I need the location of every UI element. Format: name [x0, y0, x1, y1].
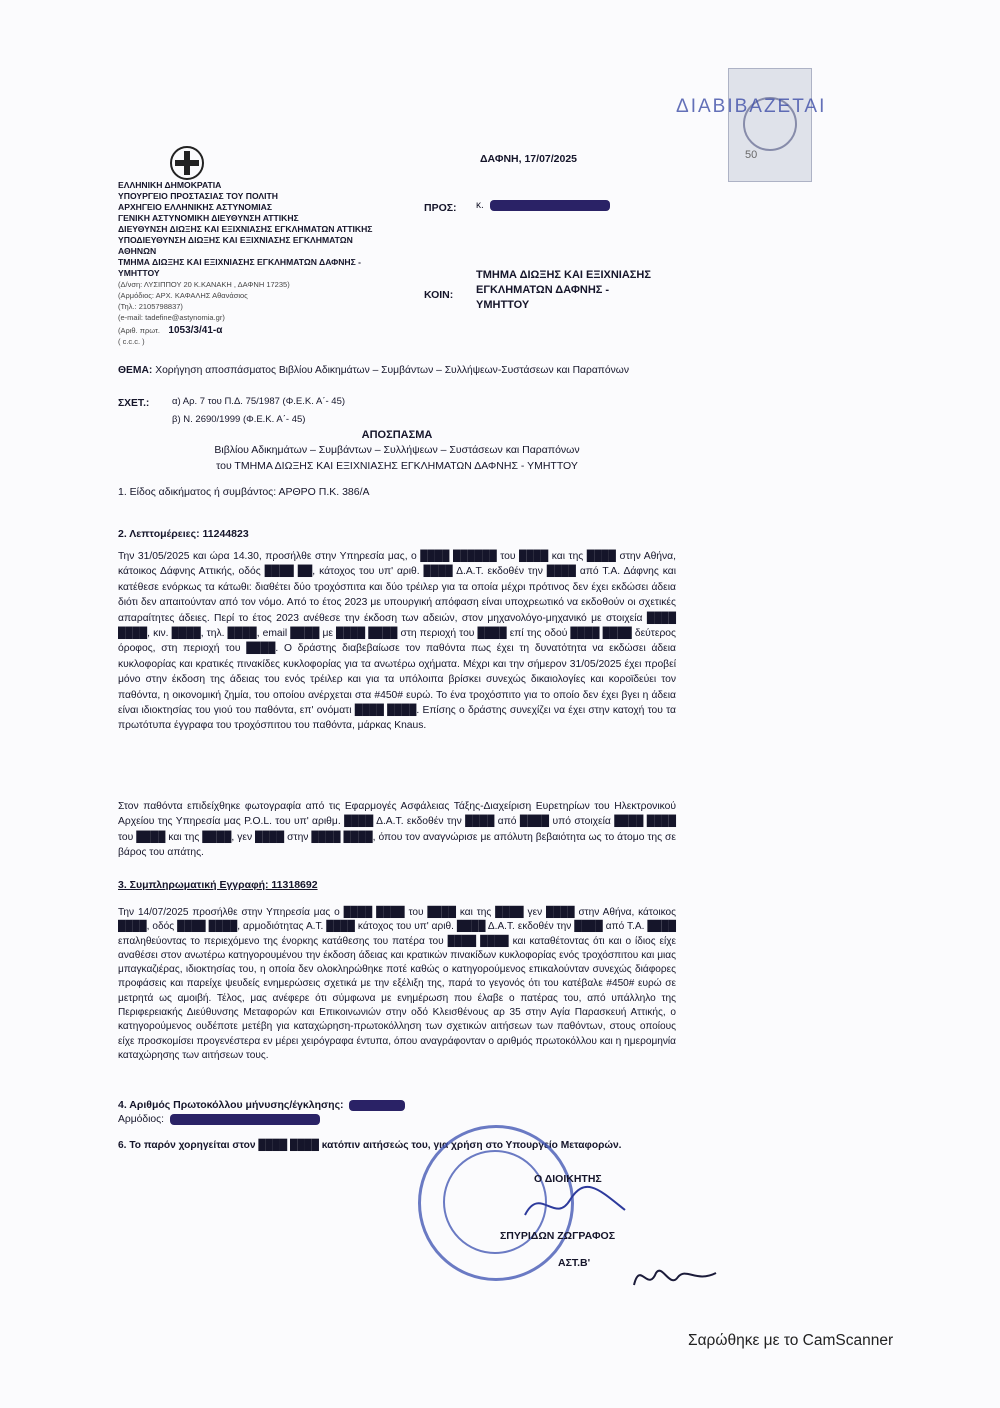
paragraph-3: Την 14/07/2025 προσήλθε στην Υπηρεσία μας ο ████ ████ του ████ και της ████ γεν ████ στην Αθήνα, κάτοικος ████, οδός ████ ████, αρμοδιότητας Α.Τ. ████ κάτοχος του υπ' αριθ. ████ Δ.Α.Τ. εκδοθέν την ████ από Τ.Α. ████ επαληθεύοντας το περιεχόμενο της ένορκης κατάθεσης του πατέρα του ████ ████ και καταθέτοντας ότι και ο ίδιος είχε αναθέσει στον ανωτέρω κατηγορουμένου την έκδοση άδειας και κρατικών πινακίδων κυκλοφορίας ενός τροχόσπιτου και μιας μπαγκαζιέρας, ιδιοκτησίας του, η οποία δεν ολοκληρώθηκε ποτέ καθώς ο κατηγορούμενος επικαλούνταν συνεχώς διάφορες προφάσεις και παρείχε ψευδείς ενημερώσεις σχετικά με την εξέλιξη της, παρά το γεγονός ότι του κατέβαλε #450# ευρώ σε μετρητά ως αμοιβή. Τέλος, μας ανέφερε ότι σύμφωνα με ενημέρωση που έλαβε ο πατέρας του, από υπάλληλο της Περιφερειακής Διεύθυνσης Μεταφορών και Επικοινωνιών στην οδό Κλεισθένους αρ 35 στην Αγία Παρασκευή Αττικής, ο κατηγορούμενος ουδέποτε μετέβη για καταχώρηση-πρωτοκόλληση των σχετικών αιτήσεων των παθόντων, στους οποίους είχε προσκομίσει προγενέστερα εν μέρει χειρόγραφα έντυπα, όπου αναγράφονταν ο αριθμός πρωτοκόλλου και η ημερομηνία καταχώρησης των αιτήσεων τους.	[118, 907, 676, 1061]
header-line: ΥΜΗΤΤΟΥ	[118, 268, 160, 278]
section-6: 6. Το παρόν χορηγείται στον ████ ████ κατόπιν αιτήσεώς του, για χρήση στο Υπουργείο Μεταφορών.	[118, 1140, 622, 1151]
cc-line: ΕΓΚΛΗΜΑΤΩΝ ΔΑΦΝΗΣ -	[476, 284, 610, 296]
subject-text: Χορήγηση αποσπάσματος Βιβλίου Αδικημάτων – Συμβάντων – Συλλήψεων-Συστάσεων και Παραπόνων	[155, 365, 629, 376]
ref-label: ΣΧΕΤ.:	[118, 398, 150, 409]
document-title-sub2: του ΤΜΗΜΑ ΔΙΩΞΗΣ ΚΑΙ ΕΞΙΧΝΙΑΣΗΣ ΕΓΚΛΗΜΑΤΩΝ ΔΑΦΝΗΣ - ΥΜΗΤΤΟΥ	[216, 460, 578, 472]
subject-label: ΘΕΜΑ:	[118, 365, 153, 376]
signature-icon	[630, 1255, 720, 1295]
document-title-sub1: Βιβλίου Αδικημάτων – Συμβάντων – Συλλήψεων – Συστάσεων και Παραπόνων	[214, 444, 580, 456]
paragraph-2: Στον παθόντα επιδείχθηκε φωτογραφία από τις Εφαρμογές Ασφάλειας Τάξης-Διαχείριση Ευρετηρίων του Ηλεκτρονικού Αρχείου της Υπηρεσία μας P.O.L. του υπ' αριθμ. ████ Δ.Α.Τ. εκδοθέν την ████ από ████ υπό στοιχεία ████ ████ του ████ και της ████, γεν ████ στην ████ ████, όπου τον αναγνώρισε με απόλυτη βεβαιότητα ως το άτομο της σε βάρος του απάτης.	[118, 801, 676, 859]
signature-scribble-icon	[520, 1180, 630, 1230]
redaction-mark	[170, 1114, 320, 1125]
protocol-sub: ( c.c.c. )	[118, 337, 145, 346]
scanner-footer: Σαρώθηκε με το CamScanner	[688, 1332, 894, 1349]
section-1: 1. Είδος αδικήματος ή συμβάντος: ΑΡΘΡΟ Π.Κ. 386/Α	[118, 486, 370, 498]
section-4-label: 4. Αριθμός Πρωτοκόλλου μήνυσης/έγκλησης:	[118, 1099, 344, 1111]
redaction-mark	[490, 200, 610, 211]
fee-stamp-value: 50	[745, 149, 758, 161]
section-2-label: 2. Λεπτομέρειες: 11244823	[118, 528, 249, 540]
address-line: (e-mail: tadefine@astynomia.gr)	[118, 313, 225, 322]
ref-b: β) Ν. 2690/1999 (Φ.Ε.Κ. Α΄- 45)	[172, 414, 306, 425]
recipient-value	[476, 200, 613, 211]
header-line: ΔΙΕΥΘΥΝΣΗ ΔΙΩΞΗΣ ΚΑΙ ΕΞΙΧΝΙΑΣΗΣ ΕΓΚΛΗΜΑΤΩΝ ΑΤΤΙΚΗΣ	[118, 224, 373, 234]
paragraph-1: Την 31/05/2025 και ώρα 14.30, προσήλθε στην Υπηρεσία μας, ο ████ ██████ του ████ και της ████ στην Αθήνα, κάτοικος Δάφνης Αττικής, οδός ████ ██, κάτοχος του υπ' αριθ. ████ Δ.Α.Τ. εκδοθέν την ████ από Τ.Α. Δάφνης και κατέθεσε ενόρκως τα κάτωθι: διαθέτει δύο τροχόσπιτα και δύο τρέιλερ για τα οποία μέχρι πρότινος δεν έχει εκδώσει άδεια διότι δεν απαιτούνταν από τον νόμο. Από το έτος 2023 με υπουργική απόφαση είναι υποχρεωτικό να εκδοθούν οι σχετικές απαραίτητες άδειες. Περί το έτος 2023 ανέθεσε την έκδοση των αδειών, στον μηχανολόγο-μηχανικό με στοιχεία ████ ████, κιν. ████, τηλ. ████, email ████ με ████ ████ στη περιοχή του ████ επί της οδού ████ ████ δεύτερος όροφος, στη περιοχή του ████. Ο δράστης διαβεβαίωσε τον παθόντα πως έχει τη δυνατότητα να εκδώσει άδεια κυκλοφορίας και κρατικές πινακίδες κυκλοφορίας για τα ανωτέρω οχήματα. Μέχρι και την σήμερον 31/05/2025 έχει προβεί μόνο στην έκδοση της άδειας του ενός τρέιλερ και για τα υπόλοιπα βρίσκει συνεχώς δικαιολογίες και κοροϊδεύει τον παθόντα, η οικονομική ζημία, του οποίου ανέρχεται στα #450# ευρώ. Το ένα τροχόσπιτο για το οποίο δεν έχει βγει η άδεια είναι ιδιοκτησίας του γιού του παθόντα, επ' ονόματι ████ ████. Επίσης ο δράστης συνεχίζει να έχει στην κατοχή του τα πρωτότυπα έγγραφα του τροχόσπιτου του παθόντα, μάρκας Knaus.	[118, 551, 676, 732]
greek-emblem-icon	[166, 145, 208, 181]
header-line: ΥΠΟΔΙΕΥΘΥΝΣΗ ΔΙΩΞΗΣ ΚΑΙ ΕΞΙΧΝΙΑΣΗΣ ΕΓΚΛΗΜΑΤΩΝ	[118, 235, 353, 245]
header-line: ΑΡΧΗΓΕΙΟ ΕΛΛΗΝΙΚΗΣ ΑΣΤΥΝΟΜΙΑΣ	[118, 202, 273, 212]
header-line: ΥΠΟΥΡΓΕΙΟ ΠΡΟΣΤΑΣΙΑΣ ΤΟΥ ΠΟΛΙΤΗ	[118, 191, 278, 201]
cc-label: ΚΟΙΝ:	[424, 289, 454, 301]
responsible-label: Αρμόδιος:	[118, 1114, 164, 1126]
recipient-prefix: κ.	[476, 200, 484, 212]
address-line: (Αρμόδιος: ΑΡΧ. ΚΑΦΑΛΗΣ Αθανάσιος	[118, 291, 248, 300]
redaction-mark	[349, 1100, 405, 1111]
section-3-label: 3. Συμπληρωματική Εγγραφή: 11318692	[118, 879, 318, 891]
protocol-number: 1053/3/41-α	[168, 325, 223, 336]
document-title: ΑΠΟΣΠΑΣΜΑ	[361, 429, 433, 441]
protocol-label: (Αριθ. πρωτ.	[118, 326, 161, 335]
address-line: (Τηλ.: 2105798837)	[118, 302, 183, 311]
header-line: ΓΕΝΙΚΗ ΑΣΤΥΝΟΜΙΚΗ ΔΙΕΥΘΥΝΣΗ ΑΤΤΙΚΗΣ	[118, 213, 299, 223]
signatory-name: ΣΠΥΡΙΔΩΝ ΖΩΓΡΑΦΟΣ	[500, 1230, 616, 1242]
header-line: ΕΛΛΗΝΙΚΗ ΔΗΜΟΚΡΑΤΙΑ	[118, 180, 222, 190]
section-4-responsible	[118, 1114, 323, 1125]
fee-stamp	[728, 68, 812, 182]
recipient-label: ΠΡΟΣ:	[424, 202, 457, 214]
address-line: (Δ/νση: ΛΥΣΙΠΠΟΥ 20 Κ.ΚΑΝΑΚΗ , ΔΑΦΝΗ 17235)	[118, 280, 290, 289]
header-line: ΑΘΗΝΩΝ	[118, 246, 157, 256]
signatory-rank: ΑΣΤ.Β'	[558, 1257, 591, 1269]
issuer-header	[118, 180, 418, 347]
subject	[118, 364, 658, 377]
document-date: ΔΑΦΝΗ, 17/07/2025	[480, 153, 578, 165]
ref-a: α) Αρ. 7 του Π.Δ. 75/1987 (Φ.Ε.Κ. Α΄- 45)	[172, 396, 346, 407]
signatory-title: Ο ΔΙΟΙΚΗΤΗΣ	[534, 1173, 602, 1185]
forwarded-stamp: ΔΙΑΒΙΒΑΖΕΤΑΙ	[676, 96, 827, 117]
section-4	[118, 1099, 408, 1111]
header-line: ΤΜΗΜΑ ΔΙΩΞΗΣ ΚΑΙ ΕΞΙΧΝΙΑΣΗΣ ΕΓΚΛΗΜΑΤΩΝ ΔΑΦΝΗΣ -	[118, 257, 362, 267]
cc-line: ΤΜΗΜΑ ΔΙΩΞΗΣ ΚΑΙ ΕΞΙΧΝΙΑΣΗΣ	[476, 269, 651, 281]
cc-value	[476, 268, 651, 313]
cc-line: ΥΜΗΤΤΟΥ	[476, 299, 530, 311]
